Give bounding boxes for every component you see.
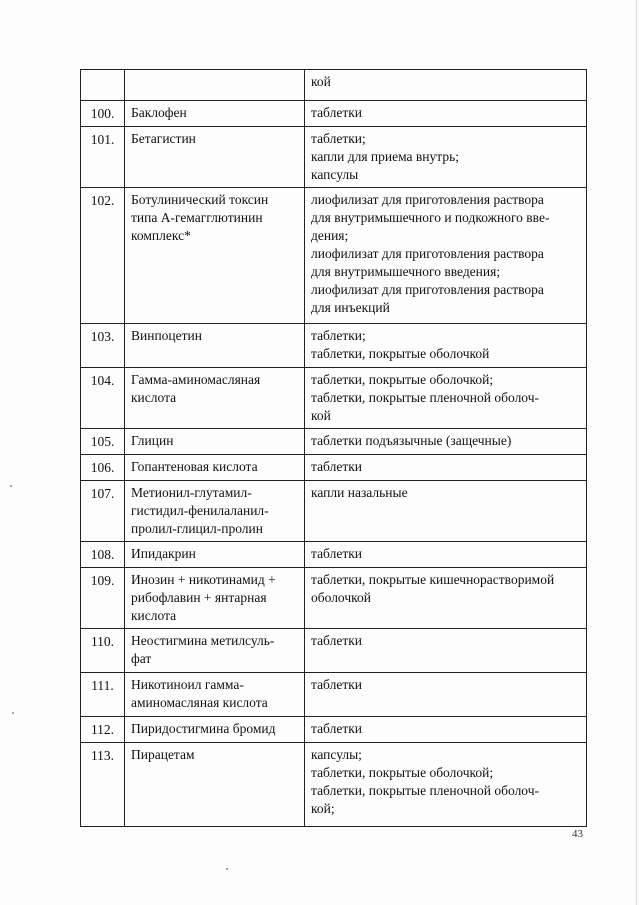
dosage-form: таблетки подъязычные (защечные): [305, 429, 587, 455]
table-row: [81, 717, 587, 743]
dosage-form: кой: [305, 70, 587, 101]
table-row: [81, 455, 587, 481]
drug-name: Гопантеновая кислота: [125, 455, 305, 481]
row-number: 109.: [81, 568, 125, 629]
drug-name: Инозин + никотинамид + рибофлавин + янтарная кислота: [125, 568, 305, 629]
row-number: 107.: [81, 481, 125, 542]
dosage-form: таблетки: [305, 717, 587, 743]
dosage-form: таблетки: [305, 542, 587, 568]
scan-speck: [12, 712, 14, 714]
scan-speck: [226, 868, 228, 870]
drug-name: Пирацетам: [125, 743, 305, 827]
table-row: [81, 70, 587, 101]
table-row: [81, 568, 587, 629]
drug-name: [125, 70, 305, 101]
drug-name: Ипидакрин: [125, 542, 305, 568]
dosage-form: таблетки: [305, 101, 587, 127]
table-row: [81, 188, 587, 324]
table-row: [81, 743, 587, 827]
dosage-form: таблетки; капли для приема внутрь; капсулы: [305, 127, 587, 188]
table-row: [81, 481, 587, 542]
row-number: 112.: [81, 717, 125, 743]
table-row: [81, 673, 587, 717]
table-row: [81, 629, 587, 673]
drug-name: Пиридостигмина бромид: [125, 717, 305, 743]
medication-table: [80, 69, 587, 827]
table-row: [81, 368, 587, 429]
dosage-form: таблетки, покрытые оболочкой; таблетки, покрытые пленочной оболоч- кой: [305, 368, 587, 429]
table-row: [81, 324, 587, 368]
row-number: 100.: [81, 101, 125, 127]
row-number: 105.: [81, 429, 125, 455]
page-number: 43: [572, 828, 583, 840]
dosage-form: лиофилизат для приготовления раствора для внутримышечного и подкожного вве- дения; лиофилизат для приготовления раствора для внутримышечного введения; лиофилизат для приготовления раствора для инъекций: [305, 188, 587, 324]
dosage-form: капли назальные: [305, 481, 587, 542]
drug-name: Бетагистин: [125, 127, 305, 188]
dosage-form: капсулы; таблетки, покрытые оболочкой; таблетки, покрытые пленочной оболоч- кой;: [305, 743, 587, 827]
row-number: 102.: [81, 188, 125, 324]
row-number: [81, 70, 125, 101]
table-row: [81, 429, 587, 455]
dosage-form: таблетки: [305, 673, 587, 717]
row-number: 110.: [81, 629, 125, 673]
table-row: [81, 101, 587, 127]
drug-name: Ботулинический токсин типа А-гемагглютинин комплекс*: [125, 188, 305, 324]
dosage-form: таблетки: [305, 455, 587, 481]
drug-name: Метионил-глутамил- гистидил-фенилаланил- пролил-глицил-пролин: [125, 481, 305, 542]
table-row: [81, 127, 587, 188]
table-row: [81, 542, 587, 568]
drug-name: Гамма-аминомасляная кислота: [125, 368, 305, 429]
row-number: 106.: [81, 455, 125, 481]
row-number: 113.: [81, 743, 125, 827]
scan-speck: [10, 485, 12, 487]
row-number: 103.: [81, 324, 125, 368]
dosage-form: таблетки: [305, 629, 587, 673]
page-edge: [636, 0, 637, 905]
row-number: 111.: [81, 673, 125, 717]
drug-name: Глицин: [125, 429, 305, 455]
drug-name: Баклофен: [125, 101, 305, 127]
drug-name: Никотиноил гамма- аминомасляная кислота: [125, 673, 305, 717]
drug-name: Винпоцетин: [125, 324, 305, 368]
row-number: 101.: [81, 127, 125, 188]
dosage-form: таблетки; таблетки, покрытые оболочкой: [305, 324, 587, 368]
row-number: 104.: [81, 368, 125, 429]
dosage-form: таблетки, покрытые кишечнорастворимой оболочкой: [305, 568, 587, 629]
drug-name: Неостигмина метилсуль- фат: [125, 629, 305, 673]
row-number: 108.: [81, 542, 125, 568]
